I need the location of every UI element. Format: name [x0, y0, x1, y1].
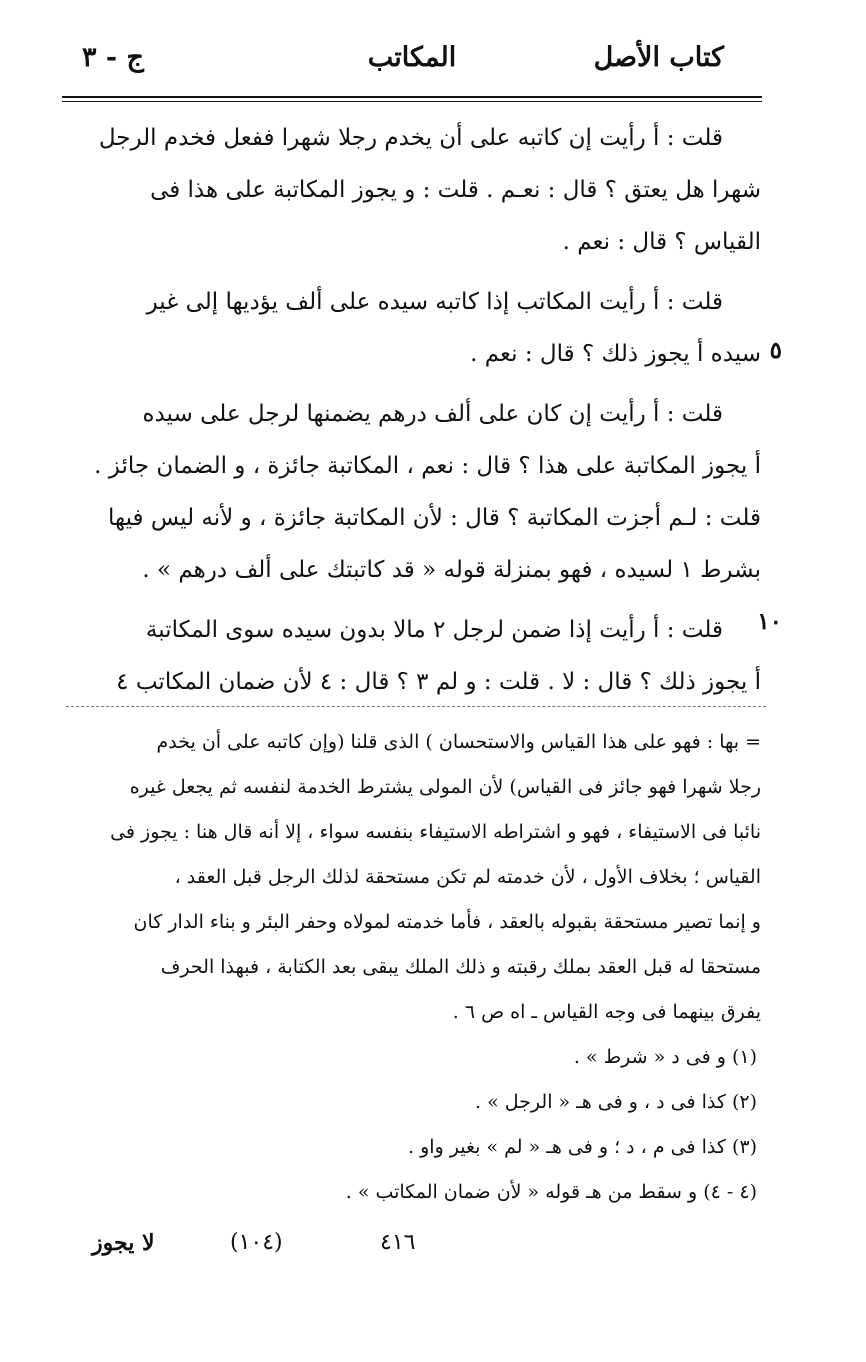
- text-line: قلت : لـم أجزت المكاتبة ؟ قال : لأن المكاتبة جائزة ، و لأنه ليس فيها: [107, 505, 761, 531]
- paragraph-gap: [121, 268, 761, 276]
- footnote-list: [111, 1035, 761, 1215]
- text-line: قلت : أ رأيت المكاتب إذا كاتبه سيده على ألف يؤديها إلى غير: [146, 289, 723, 315]
- commentary-line: القياس ؛ بخلاف الأول ، لأن خدمته لم تكن مستحقة لذلك الرجل قبل العقد ،: [174, 866, 761, 888]
- page-number: ٤١٦: [380, 1230, 416, 1255]
- catchword: لا يجوز: [92, 1230, 155, 1256]
- header-rule-thick: [62, 96, 762, 98]
- commentary-line: يفرق بينهما فى وجه القياس ـ اه ص ٦ .: [452, 1001, 761, 1023]
- commentary-block: [111, 720, 761, 1035]
- footnote: (١) و فى د « شرط » .: [573, 1046, 757, 1068]
- commentary-line: مستحقا له قبل العقد بملك رقبته و ذلك الملك يبقى بعد الكتابة ، فبهذا الحرف: [160, 956, 761, 978]
- text-line: شهرا هل يعتق ؟ قال : نعـم . قلت : و يجوز المكاتبة على هذا فى: [150, 177, 761, 203]
- commentary-line: نائبا فى الاستيفاء ، فهو و اشتراطه الاستيفاء بنفسه سواء ، إلا أنه قال هنا : يجوز فى: [110, 821, 761, 843]
- footnote: (٢) كذا فى د ، و فى هـ « الرجل » .: [475, 1091, 757, 1113]
- text-line: أ يجوز المكاتبة على هذا ؟ قال : نعم ، المكاتبة جائزة ، و الضمان جائز .: [94, 453, 761, 479]
- paragraph-gap: [121, 596, 761, 604]
- text-line: قلت : أ رأيت إذا ضمن لرجل ٢ مالا بدون سيده سوى المكاتبة: [145, 617, 723, 643]
- text-line: بشرط ١ لسيده ، فهو بمنزلة قوله « قد كاتبتك على ألف درهم » .: [142, 557, 761, 583]
- volume-number: ج - ٣: [82, 42, 144, 73]
- text-line: القياس ؟ قال : نعم .: [562, 229, 761, 255]
- line-number-5: ٥: [769, 337, 782, 364]
- commentary-line: = بها : فهو على هذا القياس والاستحسان ) الذى قلنا (وإن كاتبه على أن يخدم: [156, 731, 761, 753]
- commentary-line: و إنما تصير مستحقة بقبوله بالعقد ، فأما خدمته لمولاه وحفر البئر و بناء الدار كان: [133, 911, 761, 933]
- footnote: (٤ - ٤) و سقط من هـ قوله « لأن ضمان المكاتب » .: [345, 1181, 757, 1203]
- main-text: [94, 112, 761, 708]
- text-line: قلت : أ رأيت إن كاتبه على أن يخدم رجلا شهرا ففعل فخدم الرجل: [98, 125, 723, 151]
- text-line: أ يجوز ذلك ؟ قال : لا . قلت : و لم ٣ ؟ قال : ٤ لأن ضمان المكاتب ٤: [116, 669, 761, 695]
- line-number-10: ١٠: [757, 608, 782, 635]
- notes-section: [111, 720, 761, 1215]
- book-title: كتاب الأصل: [593, 42, 724, 73]
- text-line: سيده أ يجوز ذلك ؟ قال : نعم .: [470, 341, 761, 367]
- footnote-separator: [66, 706, 766, 707]
- footnote: (٣) كذا فى م ، د ؛ و فى هـ « لم » بغير واو .: [408, 1136, 757, 1158]
- header-rule-thin: [62, 101, 762, 102]
- chapter-title: المكاتب: [367, 42, 457, 73]
- text-line: قلت : أ رأيت إن كان على ألف درهم يضمنها لرجل على سيده: [142, 401, 723, 427]
- page-footer: [80, 1230, 680, 1270]
- signature-code: (١٠٤): [230, 1230, 283, 1255]
- commentary-line: رجلا شهرا فهو جائز فى القياس) لأن المولى يشترط الخدمة لنفسه ثم يجعل غيره: [129, 776, 761, 798]
- paragraph-gap: [121, 380, 761, 388]
- running-header: [62, 42, 762, 92]
